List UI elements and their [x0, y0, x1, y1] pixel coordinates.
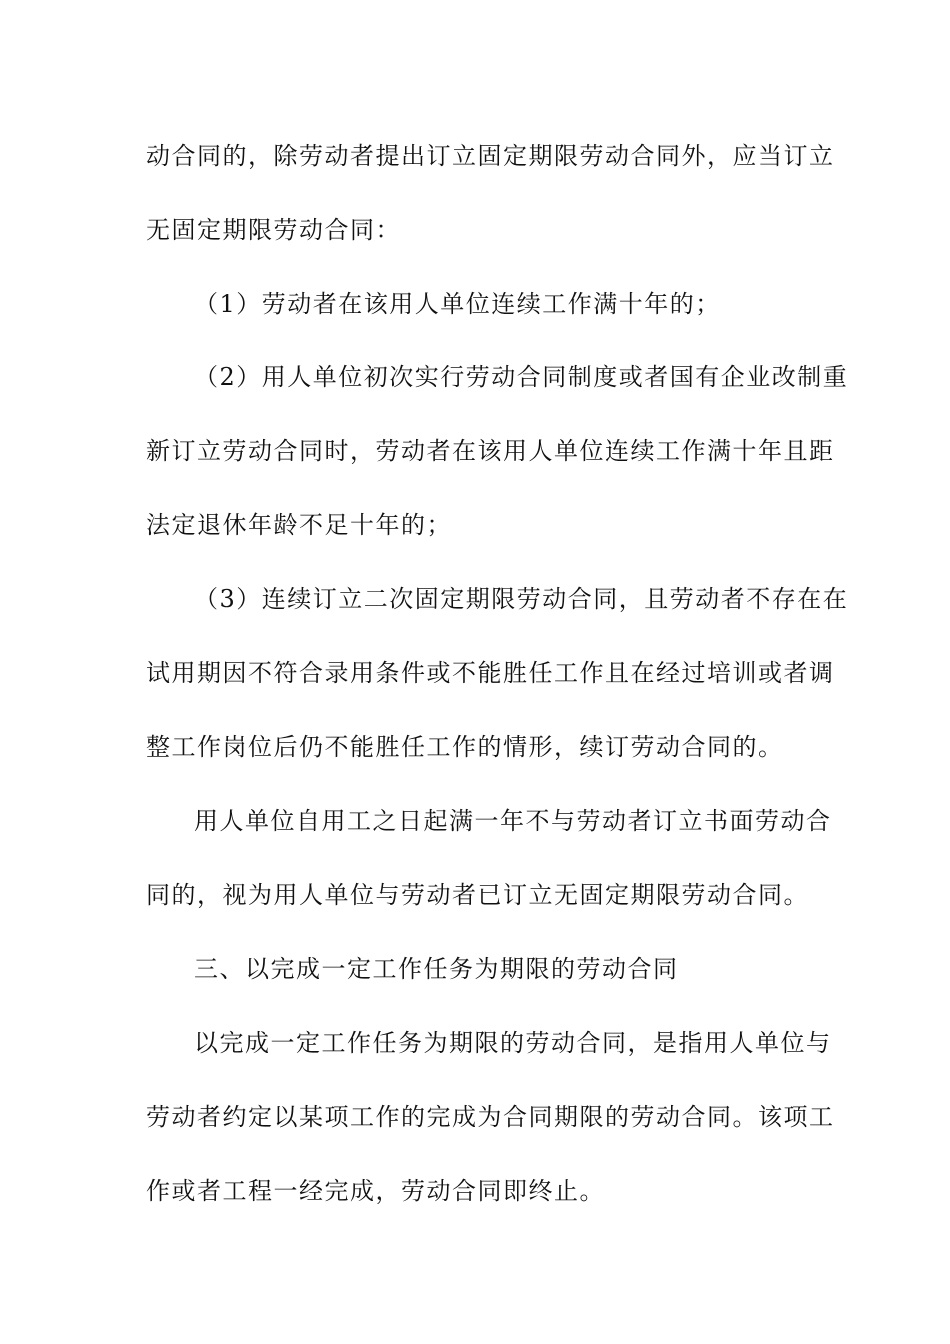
text-line: 作或者工程一经完成，劳动合同即终止。	[146, 1177, 605, 1205]
text-line: 法定退休年龄不足十年的；	[146, 511, 452, 539]
text-line: 同的，视为用人单位与劳动者已订立无固定期限劳动合同。	[146, 881, 809, 909]
text-line: 试用期因不符合录用条件或不能胜任工作且在经过培训或者调	[146, 659, 835, 687]
section-heading: 三、以完成一定工作任务为期限的劳动合同	[194, 955, 679, 983]
text-line: 劳动者约定以某项工作的完成为合同期限的劳动合同。该项工	[146, 1103, 835, 1131]
text-line: 动合同的，除劳动者提出订立固定期限劳动合同外，应当订立	[146, 142, 835, 170]
text-line: （3）连续订立二次固定期限劳动合同，且劳动者不存在在	[194, 585, 849, 613]
text-line: （1）劳动者在该用人单位连续工作满十年的；	[194, 290, 721, 318]
text-line: 以完成一定工作任务为期限的劳动合同，是指用人单位与	[194, 1029, 832, 1057]
text-line: 无固定期限劳动合同：	[146, 216, 401, 244]
text-line: 新订立劳动合同时，劳动者在该用人单位连续工作满十年且距	[146, 437, 835, 465]
text-line: （2）用人单位初次实行劳动合同制度或者国有企业改制重	[194, 363, 849, 391]
text-line: 整工作岗位后仍不能胜任工作的情形，续订劳动合同的。	[146, 733, 784, 761]
text-line: 用人单位自用工之日起满一年不与劳动者订立书面劳动合	[194, 807, 832, 835]
